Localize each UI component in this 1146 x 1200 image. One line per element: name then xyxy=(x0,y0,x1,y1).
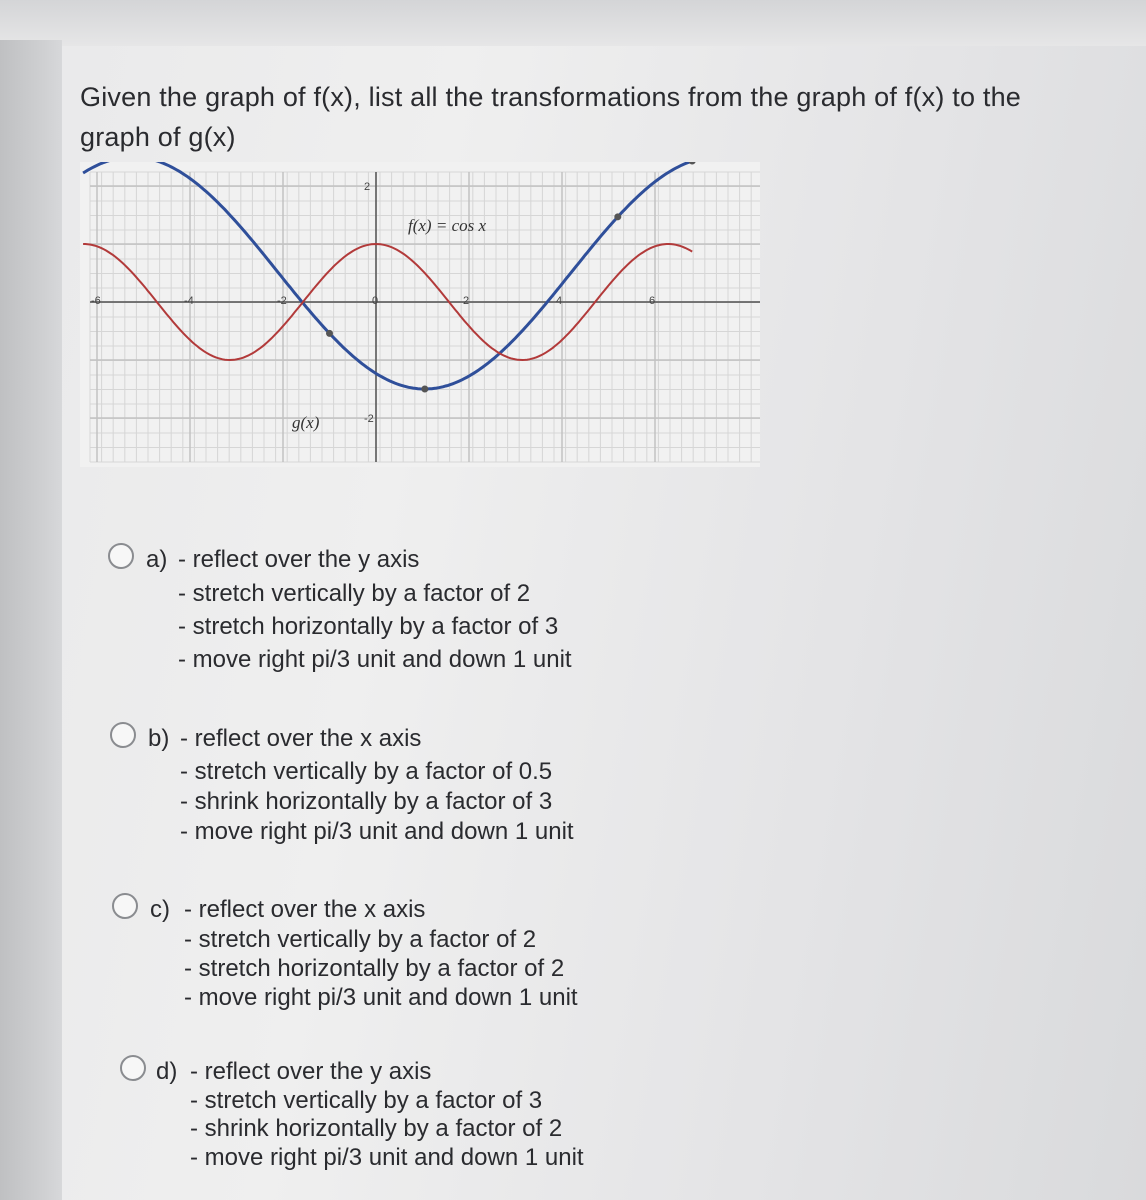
option-b-line: - shrink horizontally by a factor of 3 xyxy=(180,788,553,815)
option-a-radio[interactable] xyxy=(108,543,134,569)
x-tick-label: 4 xyxy=(556,295,563,307)
curve-point xyxy=(421,385,428,392)
x-tick-label: -4 xyxy=(184,295,194,307)
option-b-line: - stretch vertically by a factor of 0.5 xyxy=(180,758,553,785)
y-tick-label: 2 xyxy=(364,181,371,193)
option-a-line: - stretch vertically by a factor of 2 xyxy=(178,580,531,607)
option-b-letter[interactable]: b) xyxy=(148,725,170,752)
x-tick-label: -2 xyxy=(277,295,287,307)
y-tick-label: -2 xyxy=(364,413,374,425)
x-tick-label: -6 xyxy=(91,295,101,307)
option-b-line: - move right pi/3 unit and down 1 unit xyxy=(180,818,574,845)
top-shadow xyxy=(0,0,1146,46)
option-d-line: - stretch vertically by a factor of 3 xyxy=(190,1087,543,1114)
x-tick-label: 6 xyxy=(649,295,656,307)
x-tick-label: 2 xyxy=(463,295,470,307)
question-line-2: graph of g(x) xyxy=(80,122,236,152)
curve-point xyxy=(326,330,333,337)
option-c-letter[interactable]: c) xyxy=(150,896,170,923)
question-line-1: Given the graph of f(x), list all the transformations from the graph of f(x) to the xyxy=(80,82,1022,112)
f-function-label: f(x) = cos x xyxy=(408,216,487,235)
curve-point xyxy=(614,213,621,220)
option-c-line: - stretch vertically by a factor of 2 xyxy=(184,926,537,953)
left-edge-band xyxy=(0,40,62,1200)
option-c-radio[interactable] xyxy=(112,893,138,919)
g-function-label: g(x) xyxy=(292,413,320,432)
x-tick-label: 0 xyxy=(372,295,379,307)
option-c-line: - reflect over the x axis xyxy=(184,896,426,923)
option-c-line: - stretch horizontally by a factor of 2 xyxy=(184,955,565,982)
option-b-radio[interactable] xyxy=(110,722,136,748)
option-d-radio[interactable] xyxy=(120,1055,146,1081)
option-b-line: - reflect over the x axis xyxy=(180,725,422,752)
option-d-letter[interactable]: d) xyxy=(156,1058,178,1085)
option-d-line: - reflect over the y axis xyxy=(190,1058,432,1085)
option-a-line: - move right pi/3 unit and down 1 unit xyxy=(178,646,572,673)
option-d-line: - move right pi/3 unit and down 1 unit xyxy=(190,1144,584,1171)
option-a-line: - stretch horizontally by a factor of 3 xyxy=(178,613,559,640)
option-d-line: - shrink horizontally by a factor of 2 xyxy=(190,1115,563,1142)
option-a-letter[interactable]: a) xyxy=(146,546,168,573)
function-graph xyxy=(80,162,760,467)
option-a-line: - reflect over the y axis xyxy=(178,546,420,573)
option-c-line: - move right pi/3 unit and down 1 unit xyxy=(184,984,578,1011)
